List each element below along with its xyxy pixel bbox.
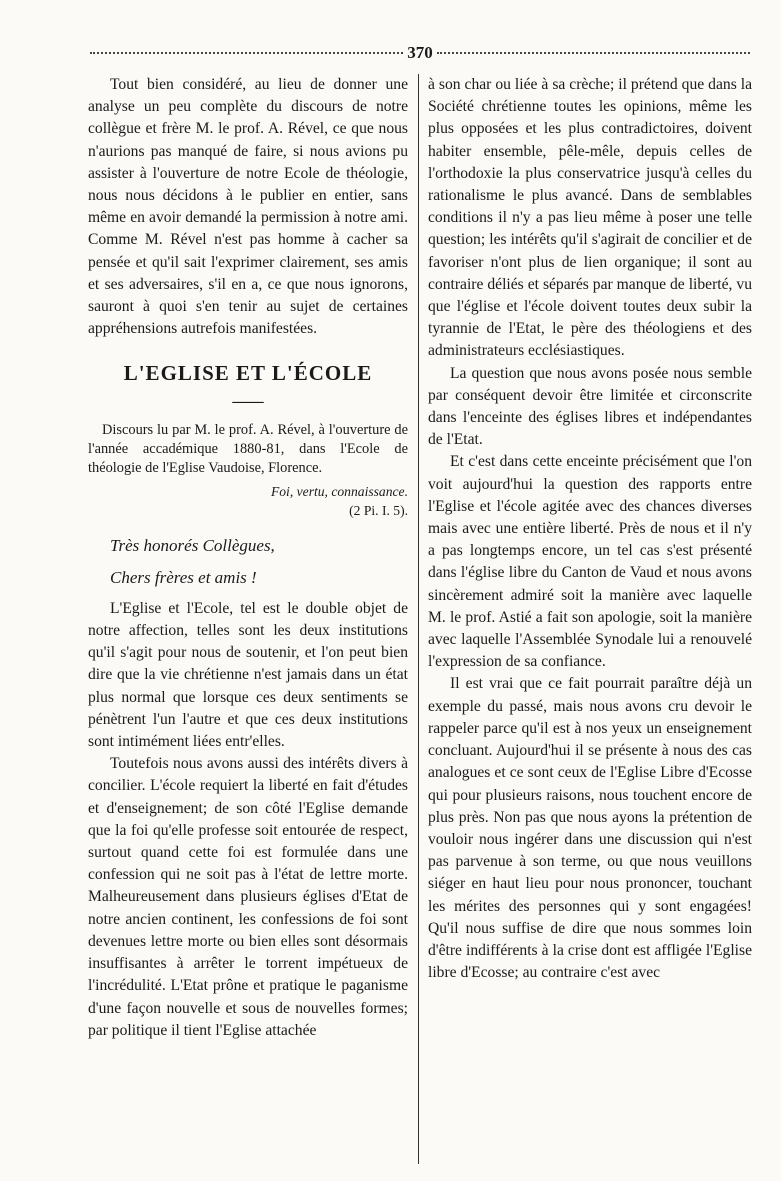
salutation-line-1: Très honorés Collègues, <box>110 535 275 555</box>
page-header <box>90 40 750 66</box>
column-divider <box>418 74 419 1164</box>
intro-paragraph: Tout bien considéré, au lieu de donner une analyse un peu complète du discours de notre collègue et frère M. le prof. A. Rével, ce que nous n'aurions pas manqué de faire, si nous avions pu assister à l'ouverture de notre Ecole de théologie, nous nous décidons à le publier en entier, sans même en avoir demandé la permission à notre ami. Comme M. Rével n'est pas homme à cacher sa pensée et qu'il sait l'exprimer clairement, ses amis et ses adversaires, s'il en a, ce que nous ignorons, sauront à quoi s'en tenir au sujet de certaines appréhensions autrefois manifestées. <box>88 76 408 338</box>
body-paragraph-5: Et c'est dans cette enceinte précisément que l'on voit aujourd'hui la question des rapports entre l'Eglise et l'école agitée avec des chances diverses mais avec une entière liberté. Près de nous et il n'y a pas longtemps encore, un tel cas s'est présenté dans l'église libre du Canton de Vaud et nous avons sincèrement admiré soit la manière avec laquelle M. le prof. Astié a fait son apologie, soit la manière avec laquelle l'Assemblée Synodale lui a renouvelé l'expression de sa confiance. <box>428 453 752 671</box>
epigraph-reference: (2 Pi. I. 5). <box>349 502 408 518</box>
body-paragraph-4: La question que nous avons posée nous semble par conséquent devoir être limitée et circonscrite dans l'enceinte des églises libres et indépendantes de l'Etat. <box>428 364 752 449</box>
salutation-line-2: Chers frères et amis ! <box>110 567 257 587</box>
body-paragraph-6: Il est vrai que ce fait pourrait paraître déjà un exemple du passé, mais nous avons cru devoir le rappeler parce qu'il est à nos yeux un enseignement concluant. Aujourd'hui il se présente à nous des cas analogues et ce sont ceux de l'Eglise Libre d'Ecosse qui pour plusieurs raisons, nous touchent encore de plus près. Non pas que nous ayons la prétention de vouloir nous ingérer dans une discussion qui n'est pas parvenue à son terme, ou que nous veuillons siéger en haut lieu pour nous prononcer, touchant les mérites des personnes qui y sont engagées! Qu'il nous suffise de dire que nous sommes loin d'être indifférents à la crise dont est affligée l'Eglise libre d'Ecosse; au contraire c'est avec <box>428 675 752 982</box>
right-column <box>428 74 752 984</box>
header-rule-right <box>437 52 750 54</box>
body-paragraph-2: Toutefois nous avons aussi des intérêts divers à concilier. L'école requiert la liberté en fait d'études et d'enseignement; de son côté l'Eglise demande que la foi qu'elle professe soit entourée de respect, surtout quand cette foi est formulée dans une confession qui ne soit pas à l'état de lettre morte. Malheureusement dans plusieurs églises d'Etat de notre ancien continent, les confessions de foi sont devenues lettre morte ou bien elles sont désormais insuffisantes à arrêter le torrent impétueux de l'incrédulité. L'Etat prône et pratique le paganisme d'une façon nouvelle et sous de nouvelles formes; par politique il tient l'Eglise attachée <box>88 755 408 1039</box>
title-dash: —— <box>232 392 264 410</box>
page-number: 370 <box>407 43 433 62</box>
epigraph: Foi, vertu, connaissance. <box>270 483 408 499</box>
article-title: L'EGLISE ET L'ÉCOLE <box>123 361 373 386</box>
body-paragraph-1: L'Eglise et l'Ecole, tel est le double objet de notre affection, telles sont les deux institutions qu'il s'agit pour nous de soutenir, et l'on peut bien dire que la vie chrétienne n'est jamais dans un état plus normal que lorsque ces deux sentiments se pénètrent l'un l'autre et que ces deux institutions sont intimément liées entr'elles. <box>88 599 408 751</box>
body-paragraph-3: à son char ou liée à sa crèche; il prétend que dans la Société chrétienne toutes les opinions, même les plus opposées et les plus contradictoires, doivent habiter ensemble, pêle-mêle, depuis celles de l'orthodoxie la plus conservatrice jusqu'à celles du rationalisme le plus avancé. Dans de semblables conditions il n'y a pas lieu même à poser une telle question; les intérêts qu'il s'agirait de concilier et de favoriser n'ont plus de lien organique; il sont au contraire déliés et séparés par manque de liberté, vu que l'église et l'école doivent toutes deux subir la tyrannie de l'Etat, le père des théologiens et des administrateurs ecclésiastiques. <box>428 76 752 360</box>
header-rule-left <box>90 52 403 54</box>
left-column <box>88 74 408 1042</box>
article-subtitle: Discours lu par M. le prof. A. Rével, à l'ouverture de l'année accadémique 1880-81, dans l'Ecole de théologie de l'Eglise Vaudoise, Florence. <box>88 421 408 476</box>
